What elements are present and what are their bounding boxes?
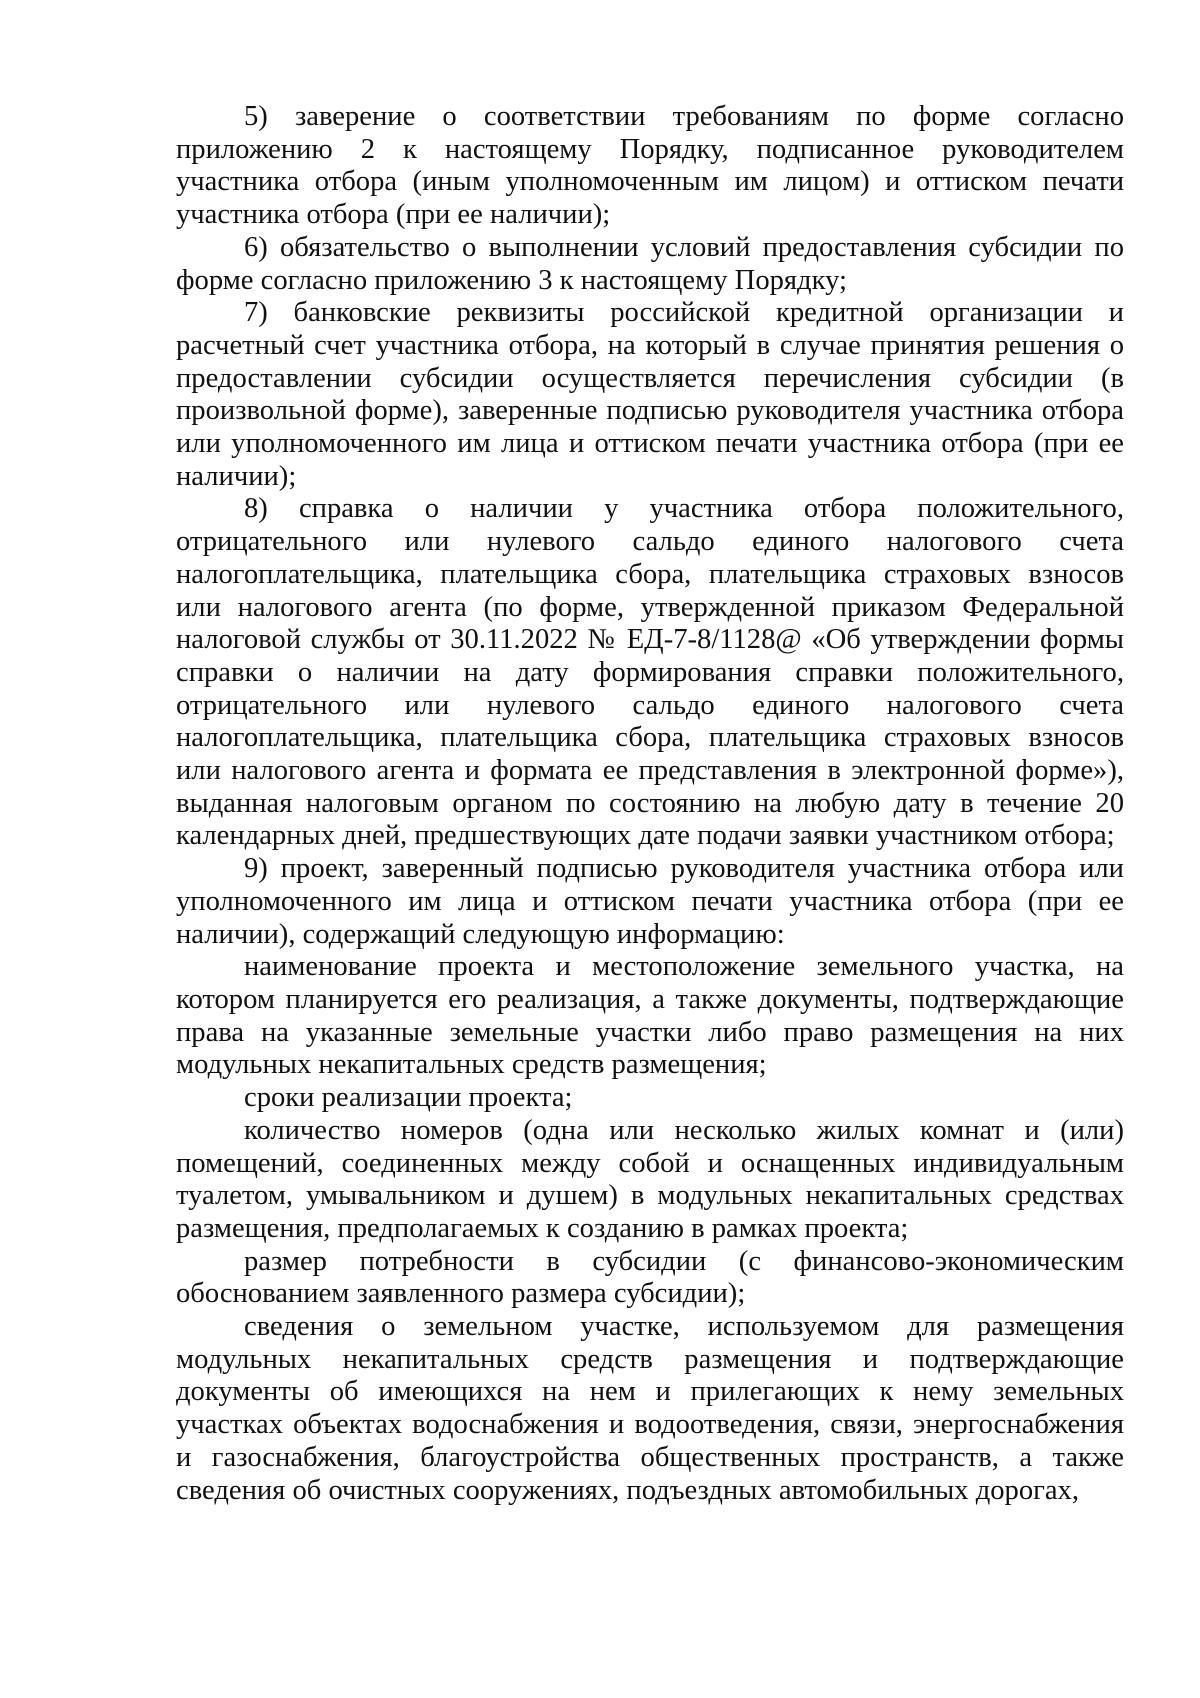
paragraph-item-8: 8) справка о наличии у участника отбора положительного, отрицательного или нулевого сальдо единого налогового счета налогоплательщика, плательщика сбора, плательщика страховых взносов или налогового агента (по форме, утвержденной приказом Федеральной налоговой службы от 30.11.2022 № ЕД-7-8/1128@ «Об утверждении формы справки о наличии на дату формирования справки положительного, отрицательного или нулевого сальдо единого налогового счета налогоплательщика, плательщика сбора, плательщика страховых взносов или налогового агента и формата ее представления в электронной форме»), выданная налоговым органом по состоянию на любую дату в течение 20 календарных дней, предшествующих дате подачи заявки участником отбора; bbox=[176, 493, 1124, 852]
paragraph-subsidy-need: размер потребности в субсидии (с финансово-экономическим обоснованием заявленного размера субсидии); bbox=[176, 1245, 1124, 1310]
paragraph-project-name: наименование проекта и местоположение земельного участка, на котором планируется его реализация, а также документы, подтверждающие права на указанные земельные участки либо право размещения на них модульных некапитальных средств размещения; bbox=[176, 951, 1124, 1081]
paragraph-item-7: 7) банковские реквизиты российской кредитной организации и расчетный счет участника отбора, на который в случае принятия решения о предоставлении субсидии осуществляется перечисления субсидии (в произвольной форме), заверенные подписью руководителя участника отбора или уполномоченного им лица и оттиском печати участника отбора (при ее наличии); bbox=[176, 297, 1124, 492]
paragraph-item-9: 9) проект, заверенный подписью руководителя участника отбора или уполномоченного им лица и оттиском печати участника отбора (при ее наличии), содержащий следующую информацию: bbox=[176, 853, 1124, 950]
paragraph-item-5: 5) заверение о соответствии требованиям по форме согласно приложению 2 к настоящему Порядку, подписанное руководителем участника отбора (иным уполномоченным им лицом) и оттиском печати участника отбора (при ее наличии); bbox=[176, 101, 1124, 231]
paragraph-project-terms: сроки реализации проекта; bbox=[244, 1082, 573, 1114]
paragraph-rooms-count: количество номеров (одна или несколько жилых комнат и (или) помещений, соединенных между собой и оснащенных индивидуальным туалетом, умывальником и душем) в модульных некапитальных средствах размещения, предполагаемых к созданию в рамках проекта; bbox=[176, 1114, 1124, 1244]
paragraph-land-info: сведения о земельном участке, используемом для размещения модульных некапитальных средств размещения и подтверждающие документы об имеющихся на нем и прилегающих к нему земельных участках объектах водоснабжения и водоотведения, связи, энергоснабжения и газоснабжения, благоустройства общественных пространств, а также сведения об очистных сооружениях, подъездных автомобильных дорогах, bbox=[176, 1311, 1124, 1506]
document-body bbox=[176, 101, 1124, 1507]
paragraph-item-6: 6) обязательство о выполнении условий предоставления субсидии по форме согласно приложению 3 к настоящему Порядку; bbox=[176, 231, 1124, 296]
